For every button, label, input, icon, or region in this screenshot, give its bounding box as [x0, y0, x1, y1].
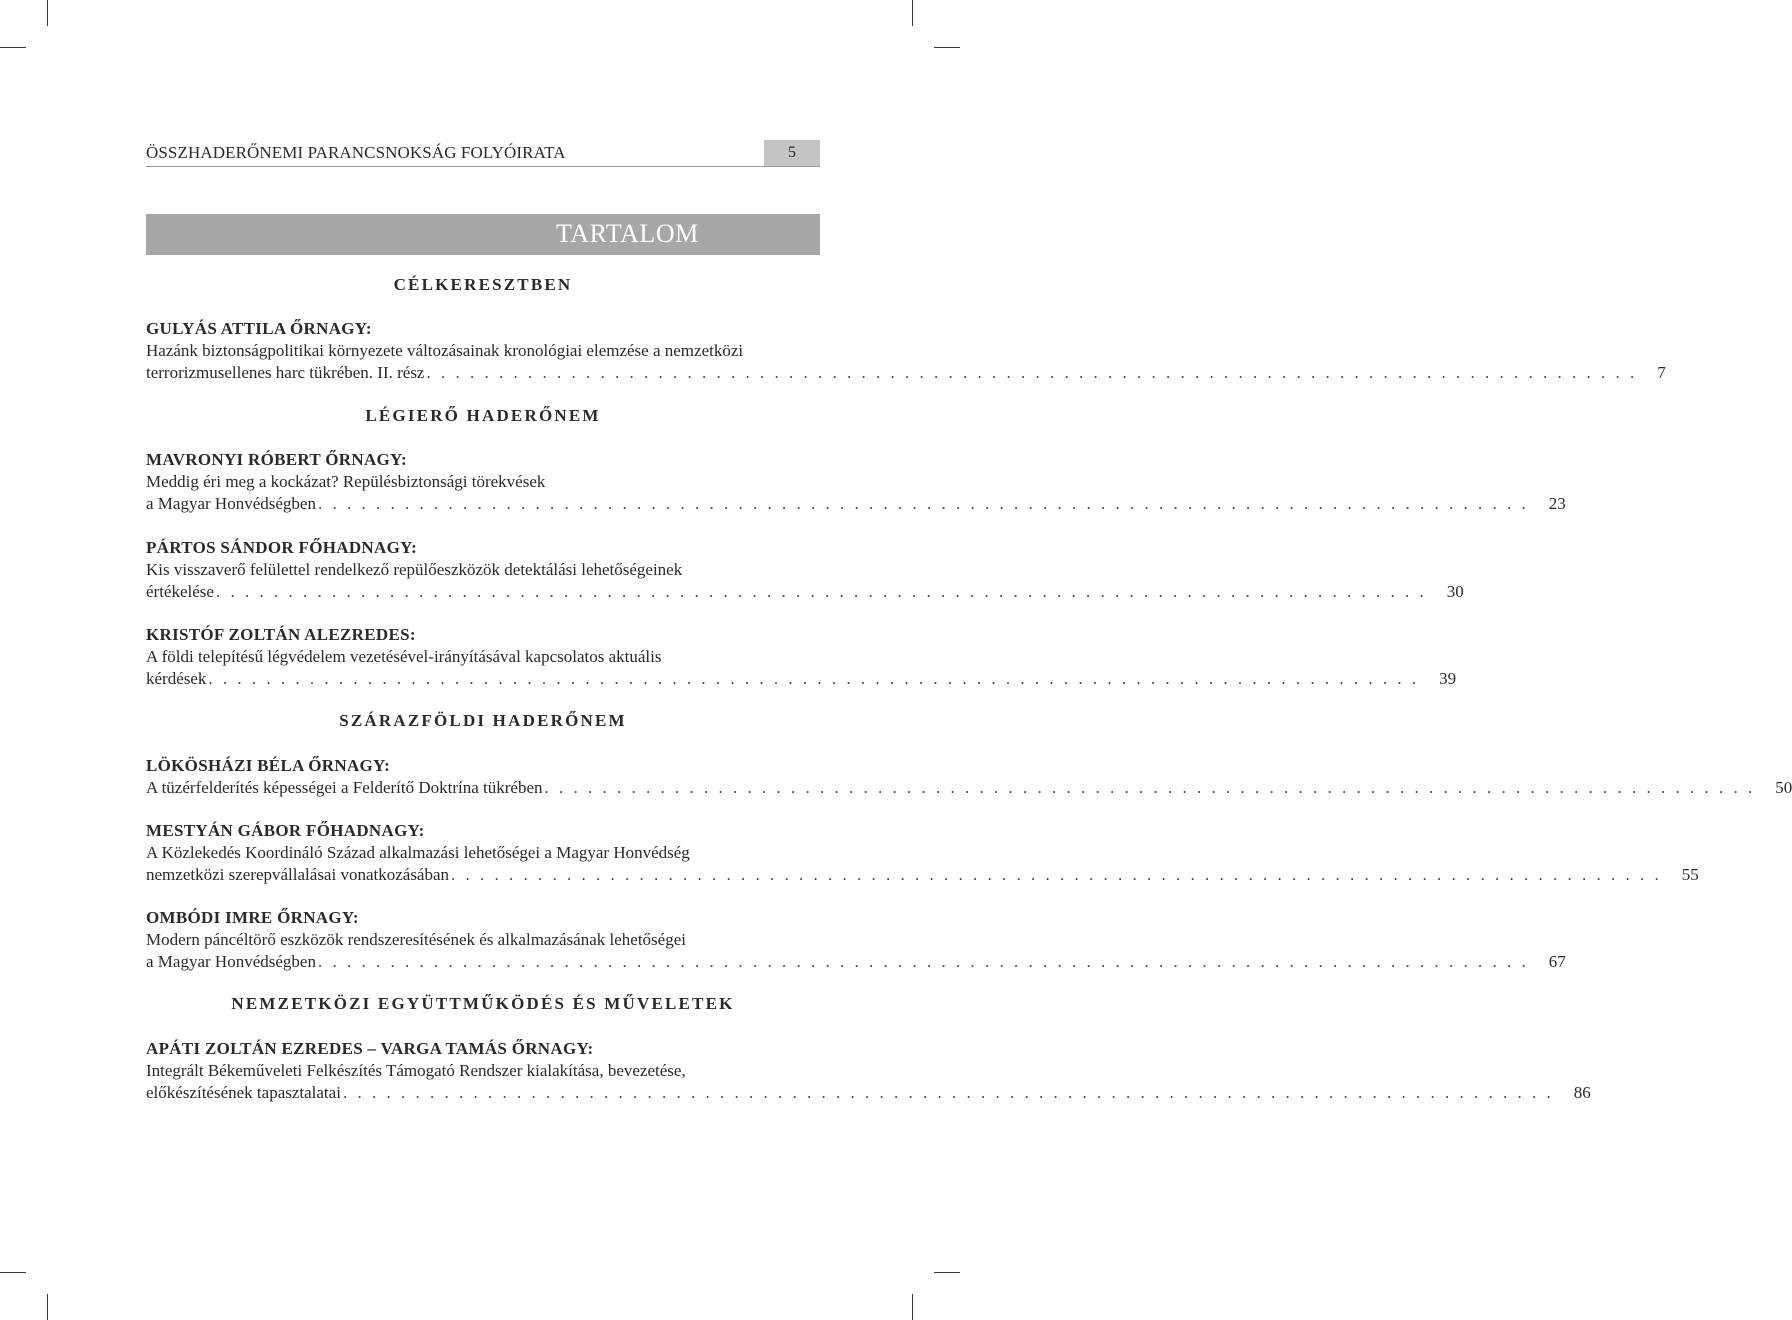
toc-title-line: nemzetközi szerepvállalásai vonatkozásában: [146, 865, 450, 884]
toc-entry[interactable]: [146, 582, 1464, 604]
toc-title-line: A földi telepítésű légvédelem vezetésével-irányításával kapcsolatos aktuális: [146, 647, 662, 666]
crop-mark: [912, 0, 913, 26]
toc-title-line: kérdések: [146, 669, 207, 688]
toc-title-line: a Magyar Honvédségben: [146, 494, 316, 513]
toc-page-number: 55: [1681, 865, 1699, 884]
toc-page-number: 39: [1439, 669, 1457, 688]
toc-author: APÁTI ZOLTÁN EZREDES – VARGA TAMÁS ŐRNAGY:: [146, 1039, 594, 1058]
leader-dots: . . . . . . . . . . . . . . . . . . . . . . . . . . . . . . . . . . . . . . . . . . . . . . . . . . . . . . . . . . . . . . . . . . . . . . . . . . . . . . . . . . . .: [208, 669, 1420, 688]
toc-entry[interactable]: [146, 1083, 1591, 1105]
running-head: [146, 140, 820, 167]
crop-mark: [47, 0, 48, 26]
toc-entry[interactable]: [146, 669, 1457, 691]
leader-dots: . . . . . . . . . . . . . . . . . . . . . . . . . . . . . . . . . . . . . . . . . . . . . . . . . . . . . . . . . . . . . . . . . . . . . . . . . . . . . . . . . . . .: [544, 778, 1756, 797]
toc-author: MAVRONYI RÓBERT ŐRNAGY:: [146, 450, 408, 469]
crop-mark: [934, 47, 960, 48]
toc-title-line: A Közlekedés Koordináló Század alkalmazási lehetőségei a Magyar Honvédség: [146, 843, 690, 862]
section-heading: SZÁRAZFÖLDI HADERŐNEM: [339, 711, 627, 730]
crop-mark: [912, 1294, 913, 1320]
toc-entry[interactable]: [146, 865, 1699, 887]
leader-dots: . . . . . . . . . . . . . . . . . . . . . . . . . . . . . . . . . . . . . . . . . . . . . . . . . . . . . . . . . . . . . . . . . . . . . . . . . . . . . . . . . . . .: [342, 1083, 1554, 1102]
section-heading: LÉGIERŐ HADERŐNEM: [365, 406, 601, 425]
toc-page-number: 7: [1657, 363, 1666, 382]
toc-page-number: 67: [1548, 952, 1566, 971]
toc-entry[interactable]: [146, 494, 1566, 516]
toc-author: KRISTÓF ZOLTÁN ALEZREDES:: [146, 625, 416, 644]
toc-title-line: A tüzérfelderítés képességei a Felderítő Doktrína tükrében: [146, 778, 543, 797]
page-title: TARTALOM: [556, 219, 699, 248]
leader-dots: . . . . . . . . . . . . . . . . . . . . . . . . . . . . . . . . . . . . . . . . . . . . . . . . . . . . . . . . . . . . . . . . . . . . . . . . . . . . . . . . . . . .: [451, 865, 1662, 884]
toc-page-number: 86: [1573, 1083, 1591, 1102]
leader-dots: . . . . . . . . . . . . . . . . . . . . . . . . . . . . . . . . . . . . . . . . . . . . . . . . . . . . . . . . . . . . . . . . . . . . . . . . . . . . . . . . . . . .: [317, 952, 1529, 971]
page-number: 5: [764, 140, 820, 166]
toc-entry[interactable]: [146, 952, 1566, 974]
toc-title-line: Modern páncéltörő eszközök rendszeresítésének és alkalmazásának lehetőségei: [146, 930, 686, 949]
toc-page-number: 50: [1775, 778, 1792, 797]
toc-title-line: terrorizmusellenes harc tükrében. II. rész: [146, 363, 425, 382]
toc-author: OMBÓDI IMRE ŐRNAGY:: [146, 908, 359, 927]
toc-author: LÖKÖSHÁZI BÉLA ŐRNAGY:: [146, 756, 391, 775]
toc-entry[interactable]: [146, 778, 1792, 800]
toc-title-line: értékelése: [146, 582, 214, 601]
toc-title-line: a Magyar Honvédségben: [146, 952, 316, 971]
crop-mark: [47, 1294, 48, 1320]
leader-dots: . . . . . . . . . . . . . . . . . . . . . . . . . . . . . . . . . . . . . . . . . . . . . . . . . . . . . . . . . . . . . . . . . . . . . . . . . . . . . . . . . . . .: [215, 582, 1427, 601]
toc-title-line: Kis visszaverő felülettel rendelkező repülőeszközök detektálási lehetőségeinek: [146, 560, 683, 579]
toc-title-line: előkészítésének tapasztalatai: [146, 1083, 341, 1102]
toc-author: MESTYÁN GÁBOR FŐHADNAGY:: [146, 821, 425, 840]
leader-dots: . . . . . . . . . . . . . . . . . . . . . . . . . . . . . . . . . . . . . . . . . . . . . . . . . . . . . . . . . . . . . . . . . . . . . . . . . . . . . . . . . . . .: [317, 494, 1529, 513]
leader-dots: . . . . . . . . . . . . . . . . . . . . . . . . . . . . . . . . . . . . . . . . . . . . . . . . . . . . . . . . . . . . . . . . . . . . . . . . . . . . . . . . . . . .: [426, 363, 1638, 382]
section-heading: CÉLKERESZTBEN: [393, 275, 573, 294]
crop-mark: [0, 1272, 26, 1273]
toc-title-line: Meddig éri meg a kockázat? Repülésbiztonsági törekvések: [146, 472, 546, 491]
toc-page-number: 23: [1548, 494, 1566, 513]
crop-mark: [0, 47, 26, 48]
toc-page-number: 30: [1446, 582, 1464, 601]
toc-entry[interactable]: [146, 363, 1666, 385]
title-bar: [146, 214, 820, 255]
journal-title: ÖSSZHADERŐNEMI PARANCSNOKSÁG FOLYÓIRATA: [146, 143, 566, 162]
toc-author: GULYÁS ATTILA ŐRNAGY:: [146, 319, 372, 338]
toc-author: PÁRTOS SÁNDOR FŐHADNAGY:: [146, 538, 418, 557]
toc-title-line: Integrált Békeműveleti Felkészítés Támogató Rendszer kialakítása, bevezetése,: [146, 1061, 686, 1080]
crop-mark: [934, 1272, 960, 1273]
section-heading: NEMZETKÖZI EGYÜTTMŰKÖDÉS ÉS MŰVELETEK: [231, 994, 735, 1013]
toc-title-line: Hazánk biztonságpolitikai környezete változásainak kronológiai elemzése a nemzetközi: [146, 341, 744, 360]
